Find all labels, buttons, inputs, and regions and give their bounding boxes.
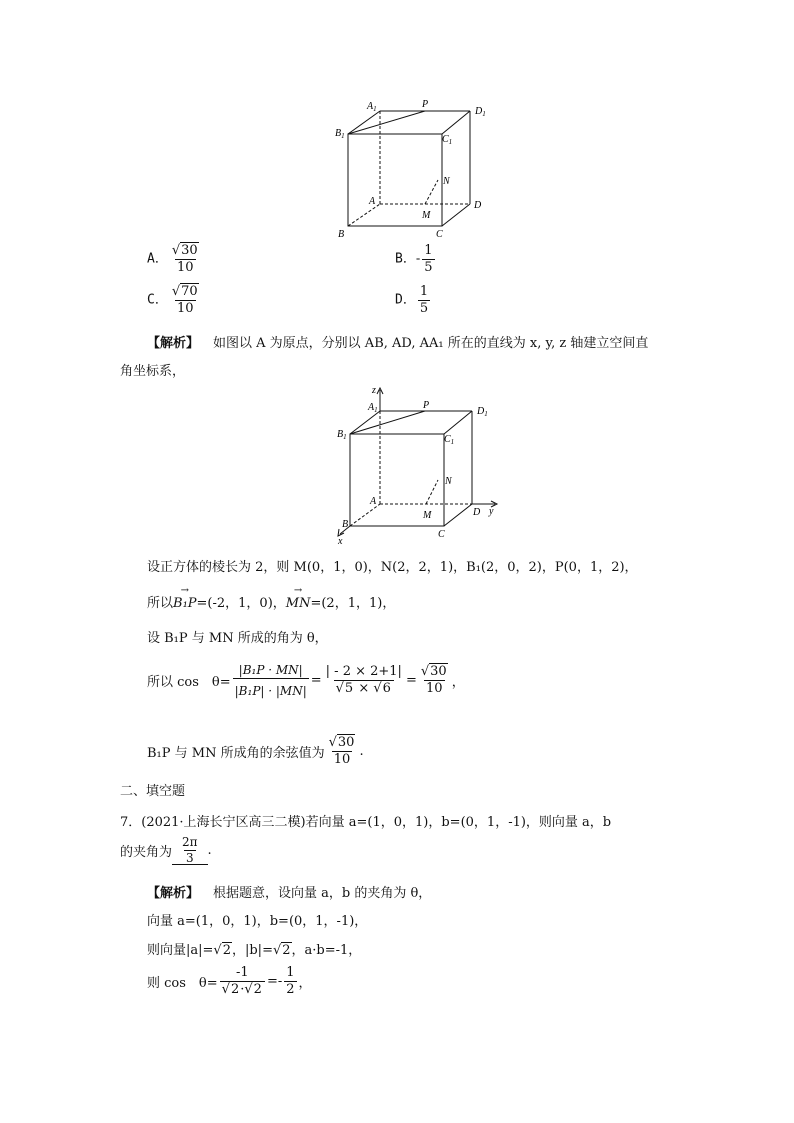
analysis-2-line-1: 【解析】 根据题意，设向量 a，b 的夹角为 θ， (147, 886, 432, 901)
analysis-tag: 【解析】 (147, 336, 200, 351)
label-B1: $B_1$ (335, 128, 345, 140)
answer-blank: $\frac{2\pi}{3}$ (172, 836, 208, 865)
analysis-1-line-2: 角坐标系， (120, 364, 186, 379)
analysis-2-line-2: 向量 a=(1，0，1)，b=(0，1，-1)， (147, 914, 368, 929)
label-B: B (342, 519, 349, 530)
analysis-2-line-3: 则向量|a|=√2，|b|=√2，a·b=-1， (147, 943, 362, 958)
label-P: P (422, 99, 429, 110)
label-P: P (423, 400, 430, 411)
question-7-line-2: 的夹角为 $\frac{2\pi}{3}$ . (120, 835, 212, 865)
question-7-line-1: 7．(2021·上海长宁区高三二模)若向量 a=(1，0，1)，b=(0，1，-1)，则向量 a，b (120, 815, 612, 830)
option-b: B．- $\frac{1}{5}$ (395, 243, 433, 275)
solution-line-2: 所以→ B₁P=(-2，1，0)，→ MN=(2，1，1)， (147, 592, 395, 611)
solution-line-1: 设正方体的棱长为 2，则 M(0，1，0)，N(2，2，1)，B₁(2，0，2)，P(0，1，2)， (147, 560, 638, 575)
cube-figure-1 (330, 96, 500, 241)
option-a: A． $\frac{√30}{10}$ (147, 243, 198, 275)
label-D: D (474, 200, 482, 211)
label-C1: $C_1$ (442, 134, 453, 146)
label-C: C (436, 229, 443, 240)
axis-x: x (338, 536, 343, 547)
solution-line-4: 所以 cos θ= $\frac{\text{|B₁P · MN|}}{\text{|B₁P| · |MN|}}$ = $\frac{| - 2 \times 2+1|}{√5 \times √6}$ = $\frac{√30}{10}$ ， (147, 663, 465, 698)
label-N: N (443, 176, 450, 187)
label-D: D (473, 507, 481, 518)
section-title: 二、填空题 (120, 784, 186, 799)
axis-z: z (372, 385, 376, 396)
label-B1: $B_1$ (337, 429, 347, 441)
analysis-1-line-1: 【解析】 如图以 A 为原点，分别以 AB, AD, AA₁ 所在的直线为 x, y, z 轴建立空间直 (147, 336, 649, 351)
analysis-2-line-4: 则 cos θ= $\frac{-1}{√2\cdot√2}$ =- $\frac{1}{2}$ ， (147, 965, 312, 997)
label-N: N (445, 476, 452, 487)
cube-figure-2 (330, 382, 510, 547)
analysis-tag: 【解析】 (147, 886, 200, 901)
label-A: A (370, 496, 377, 507)
label-M: M (423, 510, 432, 521)
label-D1: $D_1$ (475, 106, 486, 118)
option-d: D． $\frac{1}{5}$ (395, 284, 429, 316)
label-C: C (438, 529, 445, 540)
axis-y: y (489, 506, 494, 517)
label-D1: $D_1$ (477, 406, 488, 418)
label-A1: $A_1$ (367, 101, 377, 113)
label-A1: $A_1$ (368, 402, 378, 414)
option-c: C． $\frac{√70}{10}$ (147, 284, 198, 316)
label-M: M (422, 210, 431, 221)
solution-line-5: B₁P 与 MN 所成角的余弦值为 $\frac{√30}{10}$ . (147, 735, 364, 767)
label-A: A (369, 196, 376, 207)
solution-line-3: 设 B₁P 与 MN 所成的角为 θ， (147, 631, 328, 646)
label-C1: $C_1$ (444, 434, 455, 446)
label-B: B (338, 229, 345, 240)
